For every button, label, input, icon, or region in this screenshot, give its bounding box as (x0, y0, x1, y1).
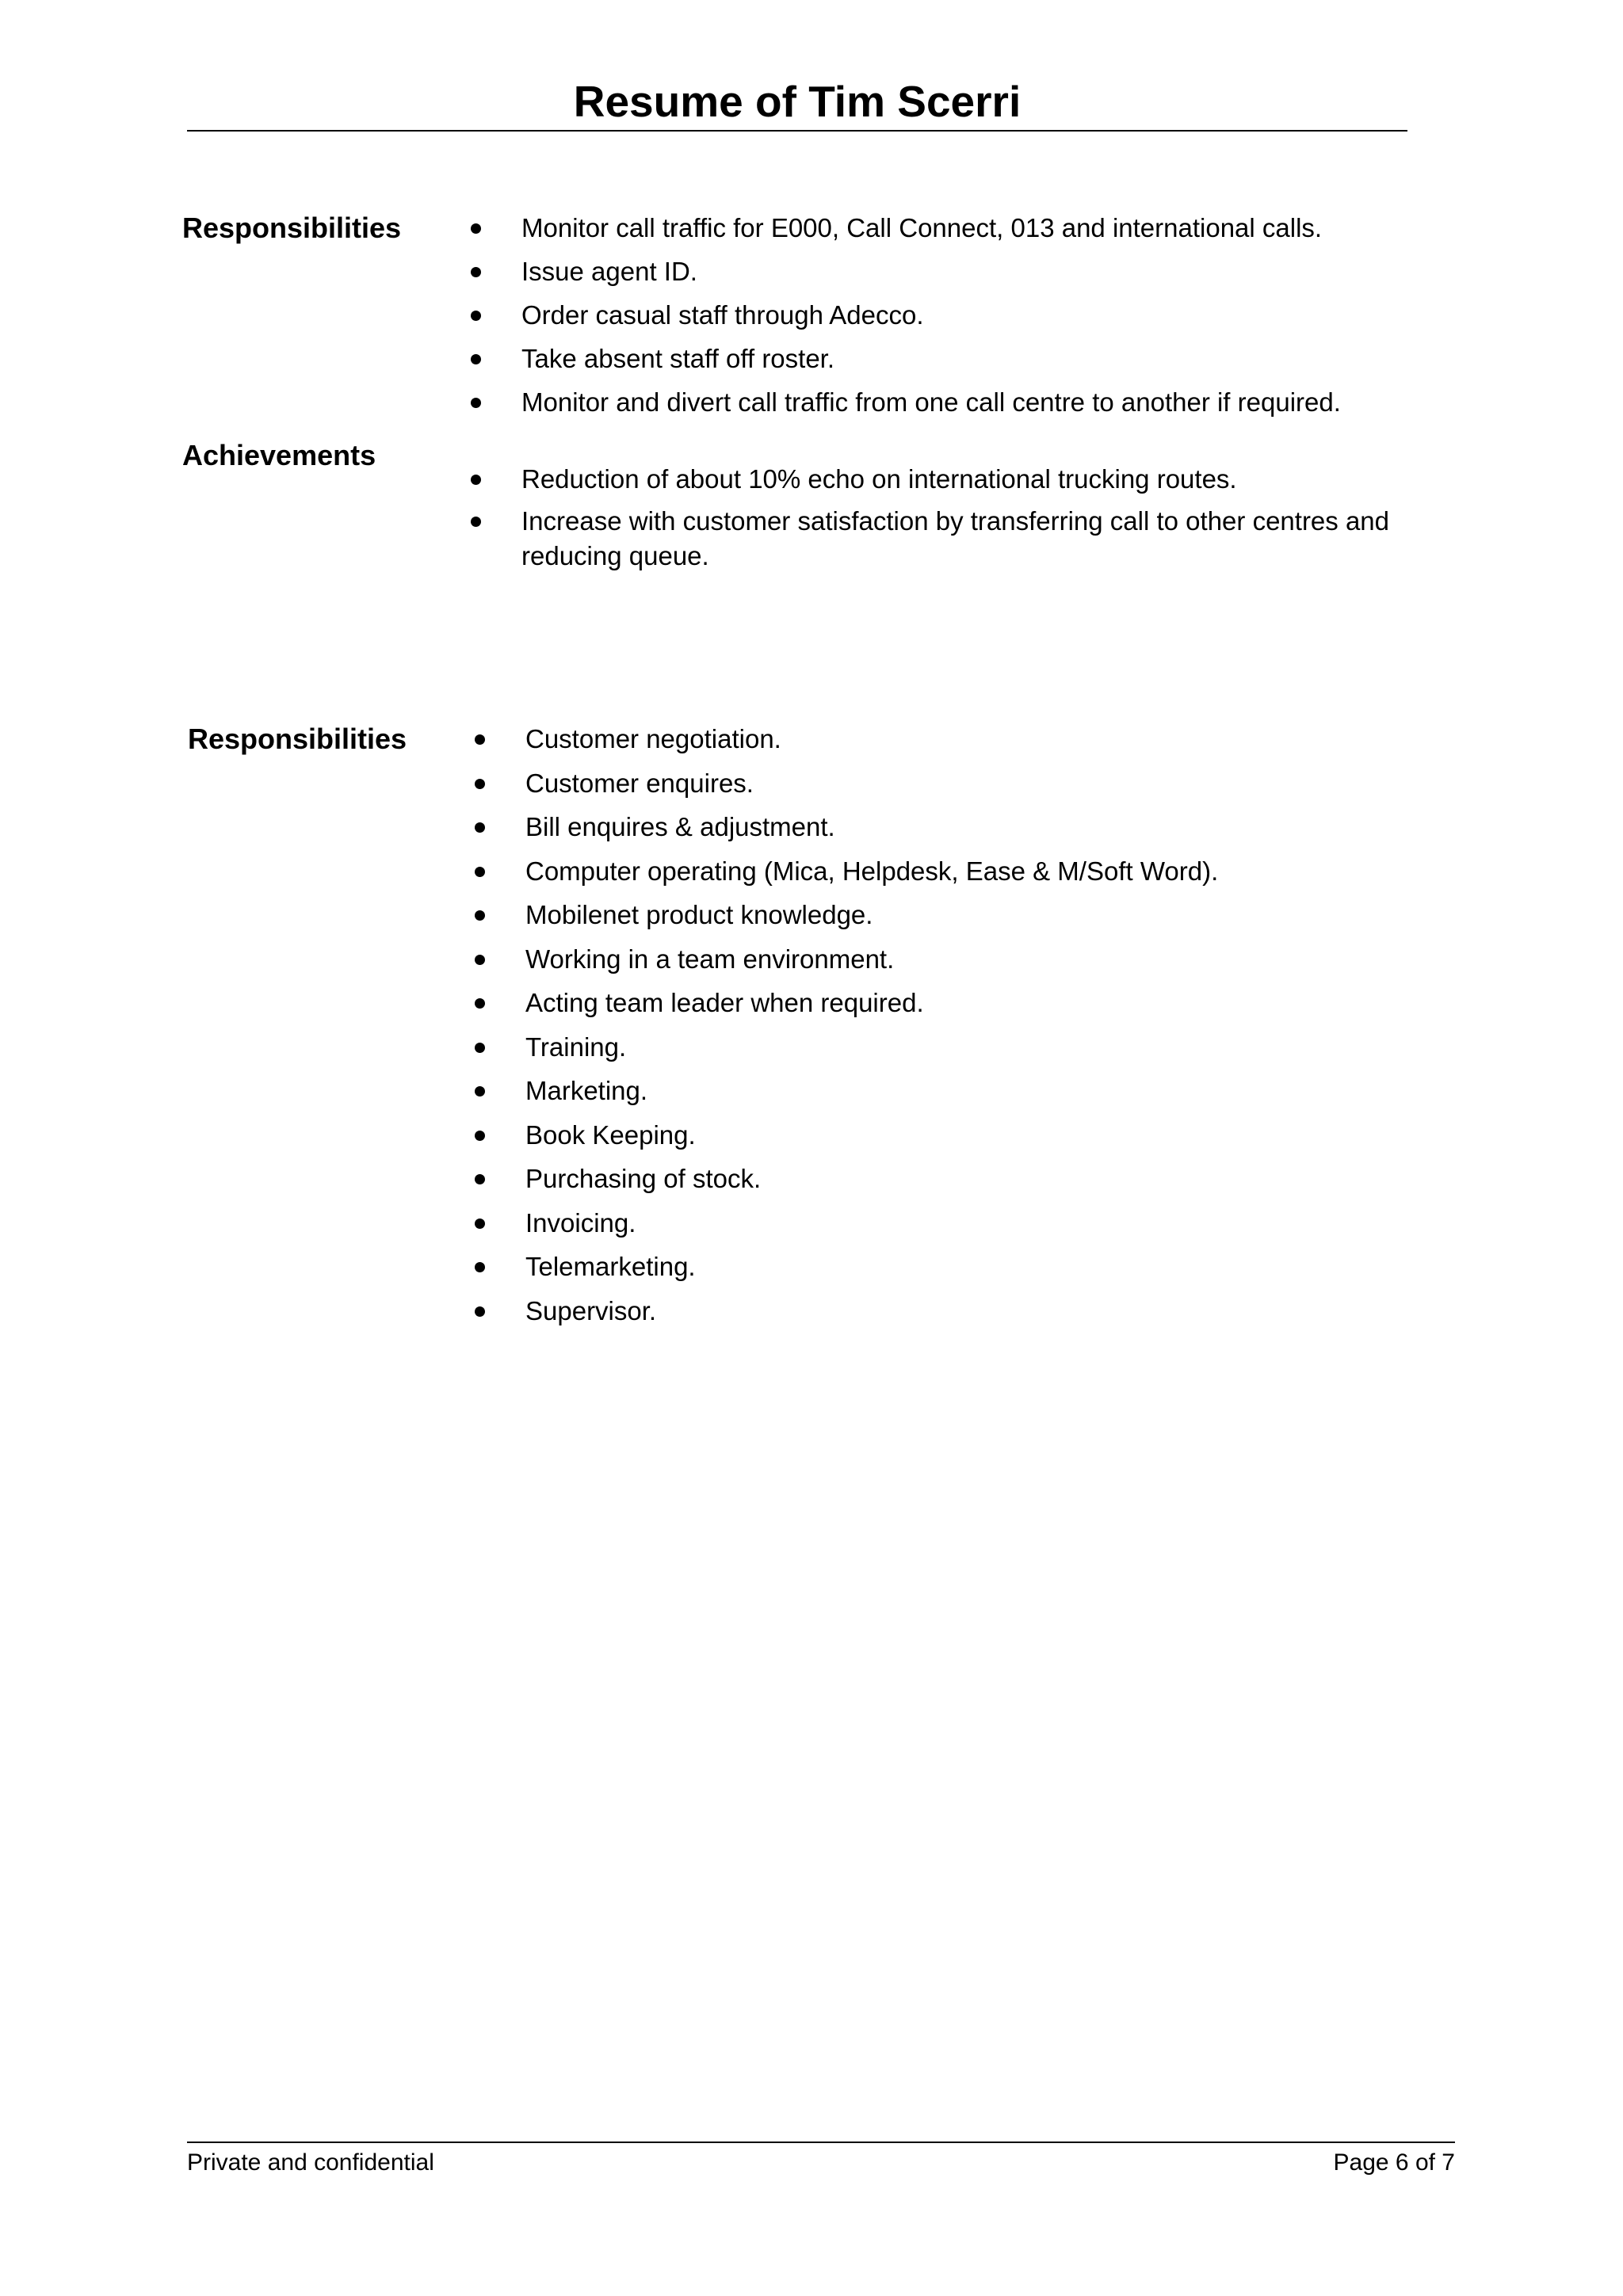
bullet-icon (475, 1219, 485, 1229)
page-number: Page 6 of 7 (1333, 2149, 1455, 2176)
bullet-icon (471, 475, 481, 485)
bullet-icon (475, 1174, 485, 1184)
bullet-icon (471, 311, 481, 321)
list-item: Reduction of about 10% echo on international trucking routes. (471, 462, 1469, 497)
list-item: Order casual staff through Adecco. (471, 298, 1469, 333)
bullet-icon (471, 517, 481, 527)
bullet-icon (475, 910, 485, 921)
footer-confidential: Private and confidential (187, 2149, 434, 2176)
bullet-icon (475, 1306, 485, 1317)
list-item: Acting team leader when required. (475, 986, 1473, 1020)
bullet-icon (475, 734, 485, 745)
responsibilities-heading-1: Responsibilities (182, 212, 402, 244)
bullet-icon (475, 955, 485, 965)
list-item: Monitor call traffic for E000, Call Connect, 013 and international calls. (471, 211, 1469, 246)
bullet-icon (475, 1043, 485, 1053)
footer-divider (187, 2142, 1455, 2143)
list-item: Invoicing. (475, 1206, 1473, 1241)
list-item: Issue agent ID. (471, 254, 1469, 289)
bullet-icon (475, 1131, 485, 1141)
bullet-icon (471, 223, 481, 234)
bullet-icon (475, 998, 485, 1009)
list-item: Book Keeping. (475, 1118, 1473, 1153)
page-title: Resume of Tim Scerri (573, 77, 1022, 126)
bullet-icon (471, 267, 481, 277)
list-item: Customer negotiation. (475, 722, 1473, 757)
bullet-icon (471, 398, 481, 408)
list-item: Monitor and divert call traffic from one call centre to another if required. (471, 385, 1469, 420)
bullet-icon (471, 354, 481, 364)
list-item: Increase with customer satisfaction by transferring call to other centres and reducing queue. (471, 504, 1469, 574)
bullet-icon (475, 867, 485, 877)
responsibilities-heading-2: Responsibilities (188, 723, 407, 755)
list-item: Marketing. (475, 1074, 1473, 1108)
list-item: Training. (475, 1030, 1473, 1065)
list-item: Telemarketing. (475, 1249, 1473, 1284)
list-item: Supervisor. (475, 1294, 1473, 1329)
list-item: Bill enquires & adjustment. (475, 810, 1473, 845)
list-item: Mobilenet product knowledge. (475, 898, 1473, 933)
responsibilities-list-1 (471, 211, 1469, 420)
list-item: Computer operating (Mica, Helpdesk, Ease & M/Soft Word). (475, 854, 1473, 889)
title-divider (187, 130, 1407, 132)
bullet-icon (475, 779, 485, 789)
achievements-heading: Achievements (182, 439, 376, 471)
bullet-icon (475, 1086, 485, 1097)
list-item: Purchasing of stock. (475, 1161, 1473, 1196)
list-item: Take absent staff off roster. (471, 341, 1469, 376)
achievements-list (471, 462, 1469, 574)
responsibilities-list-2 (475, 722, 1473, 1329)
list-item: Customer enquires. (475, 766, 1473, 801)
bullet-icon (475, 822, 485, 833)
list-item: Working in a team environment. (475, 942, 1473, 977)
bullet-icon (475, 1262, 485, 1272)
